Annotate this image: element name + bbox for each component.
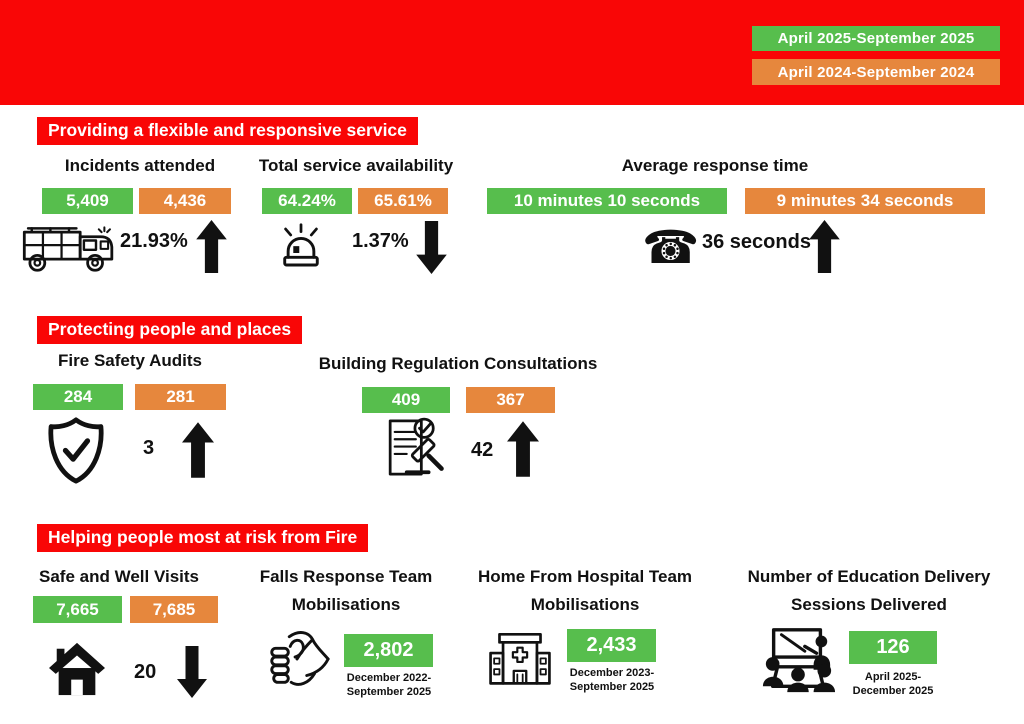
hospital-icon — [487, 625, 553, 690]
response-time-previous-badge: 9 minutes 34 seconds — [745, 188, 985, 214]
regulation-document-icon — [381, 414, 447, 481]
hospital-team-period — [560, 666, 664, 694]
audits-change-value: 3 — [143, 437, 155, 459]
shield-check-icon — [46, 417, 106, 484]
falls-team-title-line2: Mobilisations — [291, 595, 401, 614]
falls-team-period — [338, 671, 440, 699]
legend-current-period — [752, 26, 1000, 51]
legend-previous-period — [752, 59, 1000, 85]
availability-change-value: 1.37% — [352, 230, 409, 252]
safe-well-change-value: 20 — [134, 661, 157, 683]
incidents-change-value: 21.93% — [120, 230, 188, 252]
legend-current-label: April 2025-September 2025 — [777, 30, 975, 47]
education-value-badge: 126 — [849, 631, 937, 664]
audits-current-badge: 284 — [33, 384, 123, 410]
incidents-current-badge: 5,409 — [42, 188, 133, 214]
fire-engine-icon — [20, 220, 118, 274]
availability-title: Total service availability — [258, 156, 454, 175]
availability-current-badge: 64.24% — [262, 188, 352, 214]
availability-previous-badge: 65.61% — [358, 188, 448, 214]
education-title-line1: Number of Education Delivery — [747, 567, 991, 586]
legend-previous-label: April 2024-September 2024 — [777, 63, 975, 81]
up-arrow-icon — [182, 420, 214, 480]
hospital-team-title-line1: Home From Hospital Team — [477, 567, 693, 586]
education-period-line2: December 2025 — [852, 685, 934, 697]
falls-team-value-badge: 2,802 — [344, 634, 433, 667]
response-time-title: Average response time — [621, 156, 809, 175]
audits-previous-badge: 281 — [135, 384, 226, 410]
education-period-line1: April 2025- — [864, 671, 922, 683]
up-arrow-icon — [809, 220, 840, 273]
education-title-line2: Sessions Delivered — [791, 595, 947, 614]
consultations-change-value: 42 — [471, 439, 494, 461]
down-arrow-icon — [177, 644, 207, 700]
down-arrow-icon — [416, 221, 447, 274]
siren-icon — [277, 221, 325, 273]
hospital-team-period-line1: December 2023- — [569, 667, 655, 679]
falls-team-period-line2: September 2025 — [346, 686, 432, 698]
incidents-previous-badge: 4,436 — [139, 188, 231, 214]
response-time-current-badge: 10 minutes 10 seconds — [487, 188, 727, 214]
safe-well-current-badge: 7,665 — [33, 596, 122, 623]
hospital-team-title-line2: Mobilisations — [530, 595, 640, 614]
consultations-previous-badge: 367 — [466, 387, 555, 413]
falls-team-period-line1: December 2022- — [346, 672, 432, 684]
response-time-change-value: 36 seconds — [702, 231, 811, 253]
header-banner — [0, 0, 1024, 105]
section-header-responsive-service: Providing a flexible and responsive service — [37, 117, 418, 145]
hospital-team-value-badge: 2,433 — [567, 629, 656, 662]
consultations-current-badge: 409 — [362, 387, 450, 413]
fire-safety-audits-title: Fire Safety Audits — [58, 351, 202, 370]
hospital-team-period-line2: September 2025 — [569, 681, 655, 693]
section-header-helping: Helping people most at risk from Fire — [37, 524, 368, 552]
education-period — [843, 670, 943, 698]
falls-team-title-line1: Falls Response Team — [259, 567, 433, 586]
section-header-protecting: Protecting people and places — [37, 316, 302, 344]
classroom-icon — [760, 622, 836, 698]
incidents-attended-title: Incidents attended — [64, 156, 216, 175]
helping-hands-icon — [264, 628, 332, 690]
up-arrow-icon — [507, 419, 539, 479]
safe-and-well-title: Safe and Well Visits — [39, 567, 199, 586]
safe-well-previous-badge: 7,685 — [130, 596, 218, 623]
up-arrow-icon — [196, 220, 227, 273]
telephone-icon: ☎ — [642, 220, 700, 274]
house-icon — [47, 641, 107, 697]
building-consultations-title: Building Regulation Consultations — [318, 354, 598, 373]
